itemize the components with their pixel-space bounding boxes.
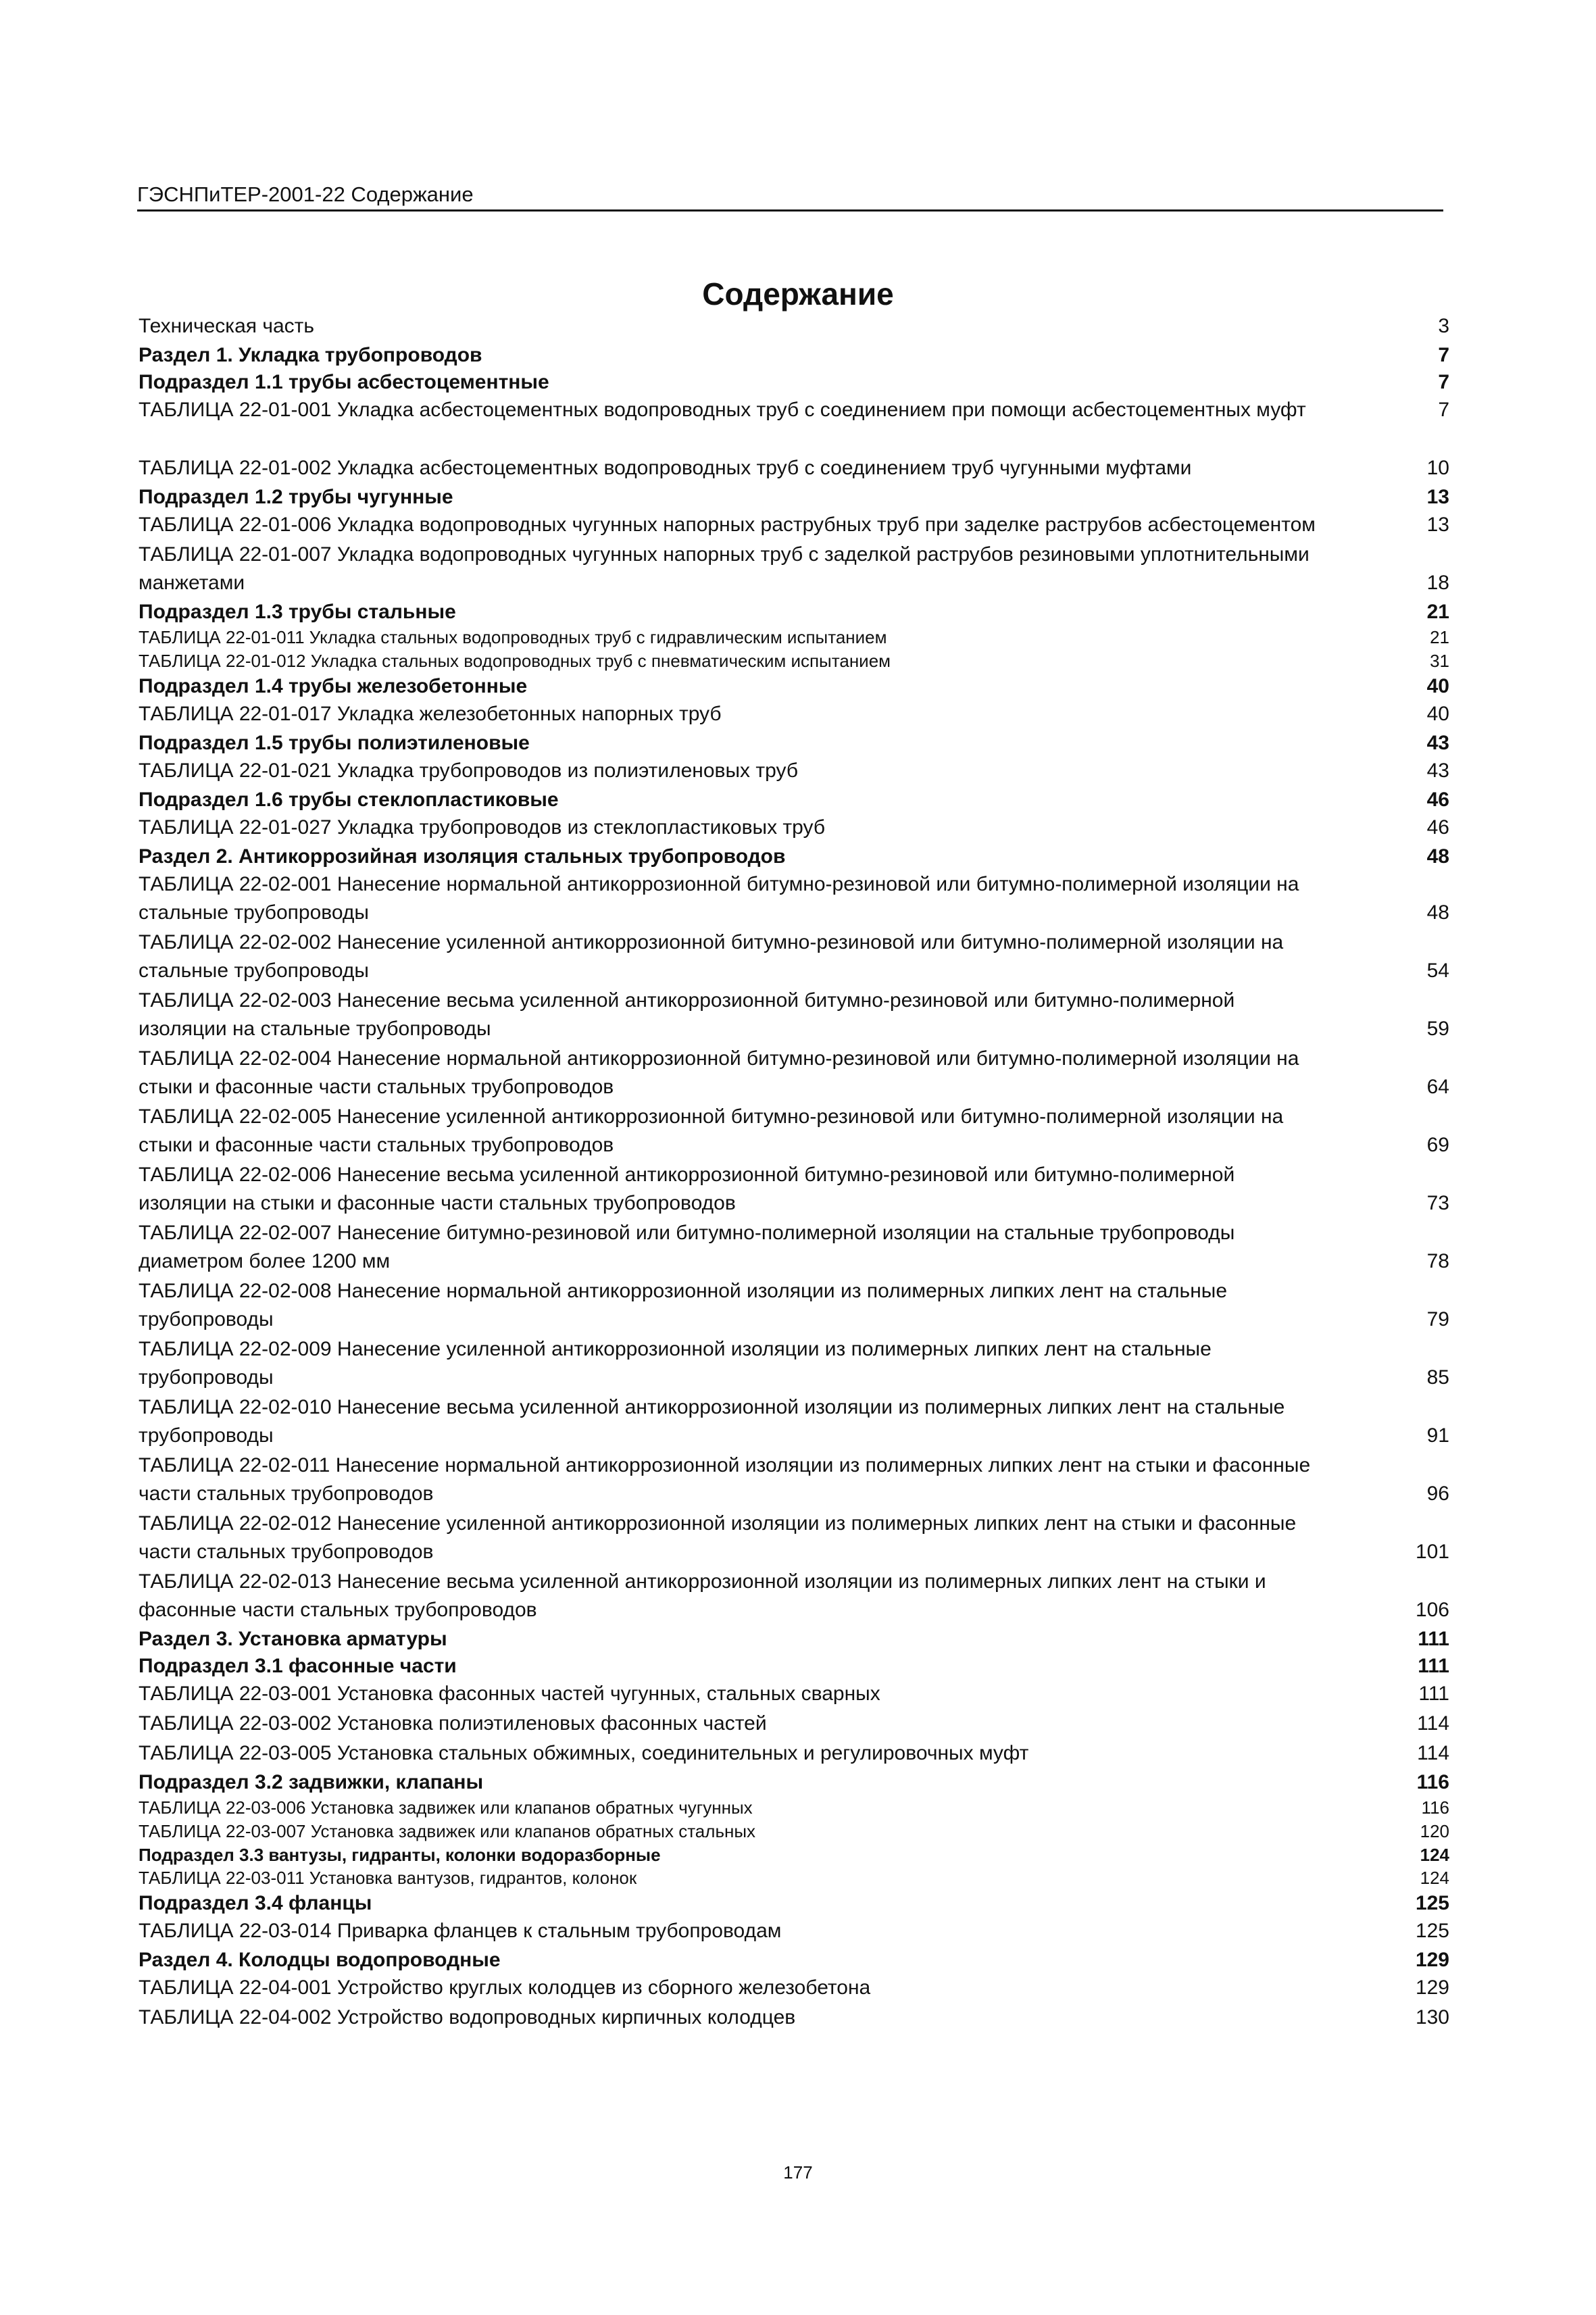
toc-entry-title: ТАБЛИЦА 22-02-005 Нанесение усиленной антикоррозионной битумно-резиновой или битумно-полимерной изоляции на стыки и фасонные части стальных трубопроводов — [139, 1105, 1284, 1156]
toc-entry-page: 46 — [1426, 816, 1449, 839]
toc-entry-page: 48 — [1426, 845, 1449, 868]
toc-entry — [139, 369, 1449, 396]
toc-entry-page: 114 — [1417, 1742, 1449, 1764]
toc-entry — [139, 987, 1449, 1043]
toc-entry — [139, 1451, 1449, 1508]
toc-entry-page: 31 — [1430, 651, 1449, 671]
toc-entry-title: Подраздел 1.2 трубы чугунные — [139, 486, 453, 508]
toc-entry — [139, 484, 1449, 511]
toc-entry-title: Раздел 2. Антикоррозийная изоляция стальных трубопроводов — [139, 845, 786, 868]
toc-entry — [139, 1103, 1449, 1160]
toc-entry-page: 59 — [1426, 1018, 1449, 1040]
toc-entry-page: 120 — [1420, 1821, 1449, 1841]
toc-entry — [139, 730, 1449, 757]
toc-entry-page: 125 — [1415, 1920, 1449, 1942]
toc-entry — [139, 814, 1449, 842]
page-number: 177 — [783, 2162, 813, 2183]
toc-entry-page: 114 — [1417, 1712, 1449, 1735]
toc-entry-page: 18 — [1426, 572, 1449, 594]
toc-entry-title: ТАБЛИЦА 22-04-001 Устройство круглых колодцев из сборного железобетона — [139, 1976, 871, 1999]
toc-entry — [139, 626, 1449, 649]
toc-entry-page: 46 — [1426, 789, 1449, 811]
toc-entry — [139, 1947, 1449, 1974]
toc-entry-title: ТАБЛИЦА 22-04-002 Устройство водопроводных кирпичных колодцев — [139, 2006, 796, 2028]
toc-entry-page: 13 — [1426, 514, 1449, 536]
toc-entry-page: 79 — [1426, 1308, 1449, 1330]
toc-entry-title: ТАБЛИЦА 22-01-007 Укладка водопроводных чугунных напорных труб с заделкой раструбов резиновыми уплотнительными манжетами — [139, 543, 1310, 594]
toc-entry-title: Подраздел 1.1 трубы асбестоцементные — [139, 371, 549, 393]
toc-entry-title: Подраздел 3.3 вантузы, гидранты, колонки водоразборные — [139, 1845, 661, 1865]
toc-entry-title: Подраздел 1.3 трубы стальные — [139, 601, 456, 623]
toc-entry-page: 116 — [1416, 1771, 1449, 1793]
toc-entry — [139, 1739, 1449, 1768]
toc-entry-title: ТАБЛИЦА 22-01-017 Укладка железобетонных напорных труб — [139, 703, 722, 725]
toc-entry — [139, 1393, 1449, 1450]
toc-entry-title: ТАБЛИЦА 22-01-011 Укладка стальных водопроводных труб с гидравлическим испытанием — [139, 627, 887, 647]
toc-entry — [139, 511, 1449, 539]
toc-entry-page: 91 — [1426, 1424, 1449, 1447]
toc-entry-page: 43 — [1426, 732, 1449, 754]
toc-entry — [139, 1843, 1449, 1866]
toc-entry — [139, 1680, 1449, 1708]
toc-entry — [139, 1510, 1449, 1566]
toc-entry-page: 111 — [1418, 1683, 1449, 1705]
toc-entry — [139, 1917, 1449, 1945]
toc-entry-page: 101 — [1415, 1541, 1449, 1563]
toc-entry-title: ТАБЛИЦА 22-03-007 Установка задвижек или клапанов обратных стальных — [139, 1821, 756, 1841]
toc-entry — [139, 1277, 1449, 1334]
toc-entry — [139, 787, 1449, 814]
toc-entry-page: 78 — [1426, 1250, 1449, 1272]
toc-entry — [139, 541, 1449, 597]
toc-entry-title: ТАБЛИЦА 22-02-004 Нанесение нормальной антикоррозионной битумно-резиновой или битумно-полимерной изоляции на стыки и фасонные части стальных трубопроводов — [139, 1047, 1299, 1098]
toc-entry-page: 130 — [1415, 2006, 1449, 2028]
toc-entry — [139, 757, 1449, 785]
toc-entry-page: 7 — [1438, 371, 1449, 393]
toc-entry-title: Раздел 4. Колодцы водопроводные — [139, 1949, 501, 1971]
toc-entry-page: 40 — [1426, 675, 1449, 697]
toc-entry-page: 69 — [1426, 1134, 1449, 1156]
toc-entry-title: Техническая часть — [139, 315, 315, 337]
toc-entry-title: Подраздел 1.6 трубы стеклопластиковые — [139, 789, 559, 811]
toc-entry-title: ТАБЛИЦА 22-02-002 Нанесение усиленной антикоррозионной битумно-резиновой или битумно-полимерной изоляции на стальные трубопроводы — [139, 931, 1284, 982]
toc-entry-title: Подраздел 1.5 трубы полиэтиленовые — [139, 732, 530, 754]
toc-entry-page: 125 — [1415, 1892, 1449, 1914]
toc-entry-title: Подраздел 3.2 задвижки, клапаны — [139, 1771, 484, 1793]
toc-entry-page: 111 — [1418, 1628, 1449, 1650]
toc-entry-page: 116 — [1421, 1797, 1449, 1818]
toc-entry-page: 40 — [1426, 703, 1449, 725]
toc-entry — [139, 342, 1449, 369]
toc-list — [139, 312, 1449, 2033]
toc-entry — [139, 700, 1449, 728]
toc-entry-page: 96 — [1426, 1483, 1449, 1505]
toc-entry-title: ТАБЛИЦА 22-02-008 Нанесение нормальной антикоррозионной изоляции из полимерных липких лент на стальные трубопроводы — [139, 1280, 1228, 1330]
toc-entry-page: 124 — [1420, 1868, 1449, 1888]
toc-entry-page: 48 — [1426, 901, 1449, 924]
toc-entry-page: 43 — [1426, 760, 1449, 782]
toc-entry — [139, 1710, 1449, 1738]
toc-entry-title: ТАБЛИЦА 22-02-001 Нанесение нормальной антикоррозионной битумно-резиновой или битумно-полимерной изоляции на стальные трубопроводы — [139, 873, 1299, 924]
toc-entry-page: 7 — [1438, 399, 1449, 421]
toc-entry-page: 21 — [1426, 601, 1449, 623]
toc-entry-title: Подраздел 3.4 фланцы — [139, 1892, 372, 1914]
toc-entry-title: ТАБЛИЦА 22-03-001 Установка фасонных частей чугунных, стальных сварных — [139, 1683, 880, 1705]
toc-entry — [139, 599, 1449, 626]
toc-entry-page: 64 — [1426, 1076, 1449, 1098]
toc-entry-page: 129 — [1415, 1976, 1449, 1999]
toc-entry-page: 13 — [1426, 486, 1449, 508]
toc-entry-title: ТАБЛИЦА 22-03-005 Установка стальных обжимных, соединительных и регулировочных муфт — [139, 1742, 1029, 1764]
toc-entry — [139, 1796, 1449, 1820]
toc-entry-title: ТАБЛИЦА 22-03-002 Установка полиэтиленовых фасонных частей — [139, 1712, 767, 1735]
toc-entry-title: ТАБЛИЦА 22-03-014 Приварка фланцев к стальным трубопроводам — [139, 1920, 782, 1942]
toc-entry-title: Подраздел 1.4 трубы железобетонные — [139, 675, 528, 697]
toc-entry-title: ТАБЛИЦА 22-02-009 Нанесение усиленной антикоррозионной изоляции из полимерных липких лент на стальные трубопроводы — [139, 1338, 1212, 1389]
toc-entry-title: ТАБЛИЦА 22-02-013 Нанесение весьма усиленной антикоррозионной изоляции из полимерных липких лент на стыки и фасонные части стальных трубопроводов — [139, 1570, 1266, 1621]
toc-entry — [139, 1161, 1449, 1218]
toc-entry — [139, 870, 1449, 927]
toc-entry-title: ТАБЛИЦА 22-01-001 Укладка асбестоцементных водопроводных труб с соединением при помощи асбестоцементных муфт — [139, 399, 1306, 421]
toc-entry — [139, 1653, 1449, 1680]
toc-entry — [139, 1866, 1449, 1890]
toc-entry — [139, 1820, 1449, 1843]
toc-entry-page: 54 — [1426, 960, 1449, 982]
toc-entry — [139, 1045, 1449, 1101]
toc-entry-page: 3 — [1438, 315, 1449, 337]
toc-entry — [139, 1769, 1449, 1796]
toc-entry — [139, 1890, 1449, 1917]
toc-entry — [139, 396, 1449, 424]
toc-entry-title: ТАБЛИЦА 22-01-002 Укладка асбестоцементных водопроводных труб с соединением труб чугунными муфтами — [139, 457, 1192, 479]
toc-entry-title: ТАБЛИЦА 22-03-011 Установка вантузов, гидрантов, колонок — [139, 1868, 637, 1888]
toc-entry — [139, 2003, 1449, 2032]
toc-entry — [139, 843, 1449, 870]
toc-entry — [139, 673, 1449, 700]
toc-entry — [139, 454, 1449, 482]
running-header: ГЭСНПиТЕР-2001-22 Содержание — [137, 181, 1443, 211]
toc-title: Содержание — [702, 276, 894, 312]
toc-entry-page: 7 — [1438, 344, 1449, 366]
toc-entry — [139, 649, 1449, 673]
toc-entry-title: ТАБЛИЦА 22-02-010 Нанесение весьма усиленной антикоррозионной изоляции из полимерных липких лент на стальные трубопроводы — [139, 1396, 1285, 1447]
toc-entry — [139, 928, 1449, 985]
toc-entry — [139, 1335, 1449, 1392]
toc-entry-title: ТАБЛИЦА 22-01-012 Укладка стальных водопроводных труб с пневматическим испытанием — [139, 651, 891, 671]
toc-entry-title: ТАБЛИЦА 22-02-007 Нанесение битумно-резиновой или битумно-полимерной изоляции на стальные трубопроводы диаметром более 1200 мм — [139, 1222, 1235, 1272]
toc-entry — [139, 1626, 1449, 1653]
toc-entry-title: Раздел 3. Установка арматуры — [139, 1628, 447, 1650]
toc-entry-title: ТАБЛИЦА 22-01-006 Укладка водопроводных чугунных напорных раструбных труб при заделке раструбов асбестоцементом — [139, 514, 1316, 536]
toc-entry-title: ТАБЛИЦА 22-02-011 Нанесение нормальной антикоррозионной изоляции из полимерных липких лент на стыки и фасонные части стальных трубопроводов — [139, 1454, 1311, 1505]
toc-entry — [139, 1568, 1449, 1624]
toc-entry-title: ТАБЛИЦА 22-02-006 Нанесение весьма усиленной антикоррозионной битумно-резиновой или битумно-полимерной изоляции на стыки и фасонные части стальных трубопроводов — [139, 1164, 1235, 1214]
toc-entry-title: ТАБЛИЦА 22-01-027 Укладка трубопроводов из стеклопластиковых труб — [139, 816, 826, 839]
toc-entry — [139, 1219, 1449, 1276]
toc-entry — [139, 312, 1449, 341]
toc-entry-title: Подраздел 3.1 фасонные части — [139, 1655, 457, 1677]
toc-entry-page: 85 — [1426, 1366, 1449, 1389]
toc-entry-title: ТАБЛИЦА 22-02-012 Нанесение усиленной антикоррозионной изоляции из полимерных липких лент на стыки и фасонные части стальных трубопроводов — [139, 1512, 1297, 1563]
toc-entry-page: 124 — [1420, 1845, 1449, 1865]
toc-entry-page: 10 — [1426, 457, 1449, 479]
toc-entry-title: ТАБЛИЦА 22-02-003 Нанесение весьма усиленной антикоррозионной битумно-резиновой или битумно-полимерной изоляции на стальные трубопроводы — [139, 989, 1235, 1040]
toc-entry-title: ТАБЛИЦА 22-03-006 Установка задвижек или клапанов обратных чугунных — [139, 1797, 753, 1818]
toc-entry-page: 21 — [1430, 627, 1449, 647]
toc-entry-page: 106 — [1415, 1599, 1449, 1621]
toc-entry — [139, 1974, 1449, 2002]
toc-entry-title: Раздел 1. Укладка трубопроводов — [139, 344, 482, 366]
toc-entry-page: 129 — [1415, 1949, 1449, 1971]
toc-entry-page: 111 — [1418, 1655, 1449, 1677]
toc-entry-page: 73 — [1426, 1192, 1449, 1214]
toc-entry-title: ТАБЛИЦА 22-01-021 Укладка трубопроводов из полиэтиленовых труб — [139, 760, 798, 782]
